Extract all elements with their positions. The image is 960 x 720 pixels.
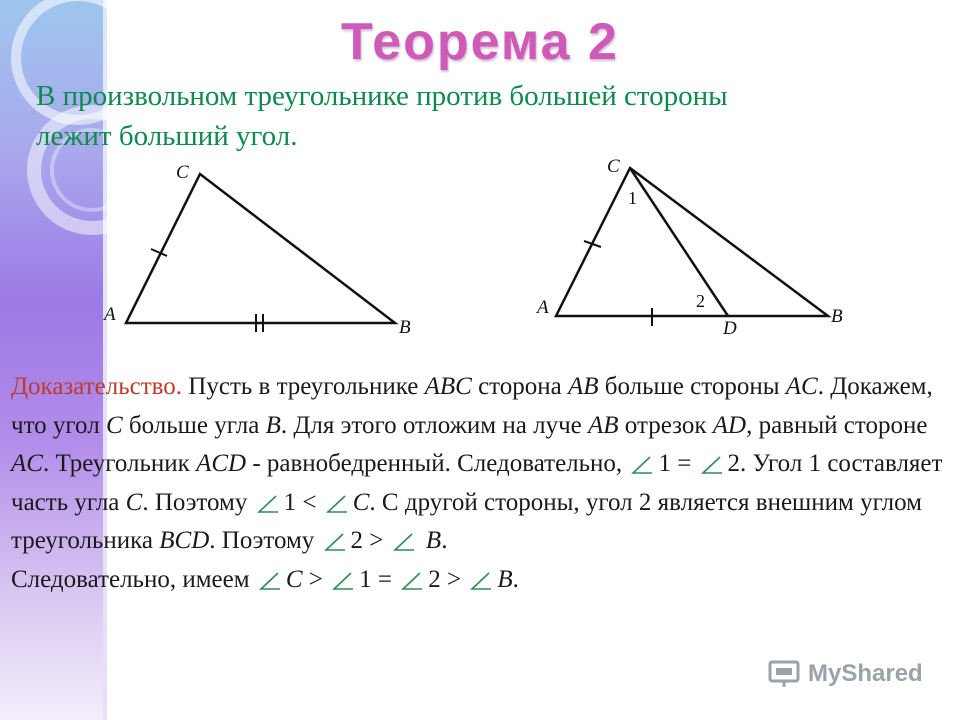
- math-term: B: [497, 565, 513, 593]
- angle-sign-icon: [630, 455, 654, 475]
- proof-text-segment: отрезок: [618, 411, 713, 439]
- angle-sign-icon: [256, 494, 280, 514]
- vertex-label-b: B: [399, 317, 411, 338]
- math-term: AD: [712, 411, 747, 439]
- proof-text-segment: Следовательно, имеем: [11, 565, 256, 593]
- angle-sign-icon: [392, 532, 416, 552]
- proof-text: [11, 368, 951, 599]
- proof-text-segment: 1 =: [658, 450, 698, 477]
- math-term: C: [352, 488, 370, 516]
- watermark-logo: [768, 656, 923, 692]
- proof-text-segment: . Поэтому: [142, 488, 254, 516]
- math-term: B: [265, 411, 281, 439]
- proof-text-segment: .: [512, 565, 519, 593]
- math-term: C: [105, 411, 123, 439]
- math-term: AC: [785, 373, 818, 400]
- vertex-label-a: A: [537, 297, 549, 318]
- proof-lead: Доказательство.: [11, 373, 183, 400]
- math-term: C: [125, 488, 143, 516]
- vertex-label-b: B: [831, 306, 843, 327]
- proof-text-segment: >: [302, 565, 330, 593]
- angle-label-2: 2: [696, 291, 705, 311]
- math-term: BCD: [159, 527, 210, 554]
- math-term: ABC: [424, 373, 472, 400]
- proof-text-segment: 2 >: [428, 565, 468, 593]
- angle-label-1: 1: [628, 188, 637, 208]
- vertex-label-d: D: [723, 318, 737, 339]
- vertex-label-c: C: [176, 162, 189, 183]
- proof-text-segment: . Поэтому: [209, 527, 321, 554]
- math-term: AC: [11, 450, 43, 477]
- proof-text-segment: , равный стороне: [746, 411, 928, 439]
- proof-text-segment: . Для этого отложим на луче: [280, 411, 588, 439]
- presentation-screen-icon: [768, 659, 802, 689]
- math-term: ACD: [196, 450, 247, 477]
- math-term: AB: [567, 373, 599, 400]
- math-term: B: [425, 527, 442, 554]
- angle-sign-icon: [325, 494, 349, 514]
- angle-sign-icon: [331, 571, 355, 591]
- vertex-label-a: A: [104, 304, 116, 325]
- angle-sign-icon: [469, 571, 493, 591]
- proof-text-segment: больше стороны: [598, 373, 786, 400]
- proof-text-segment: 1 <: [283, 488, 323, 516]
- proof-text-segment: . Докажем, что угол: [11, 373, 933, 439]
- angle-sign-icon: [400, 571, 424, 591]
- math-term: AB: [588, 411, 619, 439]
- proof-text-segment: 2 >: [350, 527, 390, 554]
- angle-sign-icon: [258, 571, 282, 591]
- proof-text-segment: 1 =: [359, 565, 399, 593]
- slide-title: Теорема 2: [341, 13, 619, 71]
- proof-text-segment: . С другой стороны, угол 2 является внешним углом треугольника: [11, 488, 922, 554]
- triangle-abc-2: [556, 168, 828, 316]
- proof-text-segment: сторона: [471, 373, 568, 400]
- angle-sign-icon: [323, 532, 347, 552]
- proof-text-segment: 2. Угол 1 составляет часть угла: [11, 450, 943, 516]
- vertex-label-c: C: [607, 156, 620, 177]
- statement-line: лежит больший угол.: [36, 120, 298, 152]
- watermark-text: MyShared: [808, 660, 923, 687]
- statement-line: В произвольном треугольнике против большей стороны: [36, 80, 728, 112]
- proof-text-segment: - равнобедренный. Следовательно,: [246, 450, 629, 477]
- angle-sign-icon: [700, 455, 724, 475]
- proof-text-segment: .: [441, 527, 448, 554]
- math-term: C: [285, 565, 303, 593]
- proof-text-segment: больше угла: [122, 411, 266, 439]
- proof-text-segment: . Треугольник: [42, 450, 197, 477]
- proof-text-segment: Пусть в треугольнике: [182, 373, 425, 400]
- segment-cd: [630, 168, 728, 316]
